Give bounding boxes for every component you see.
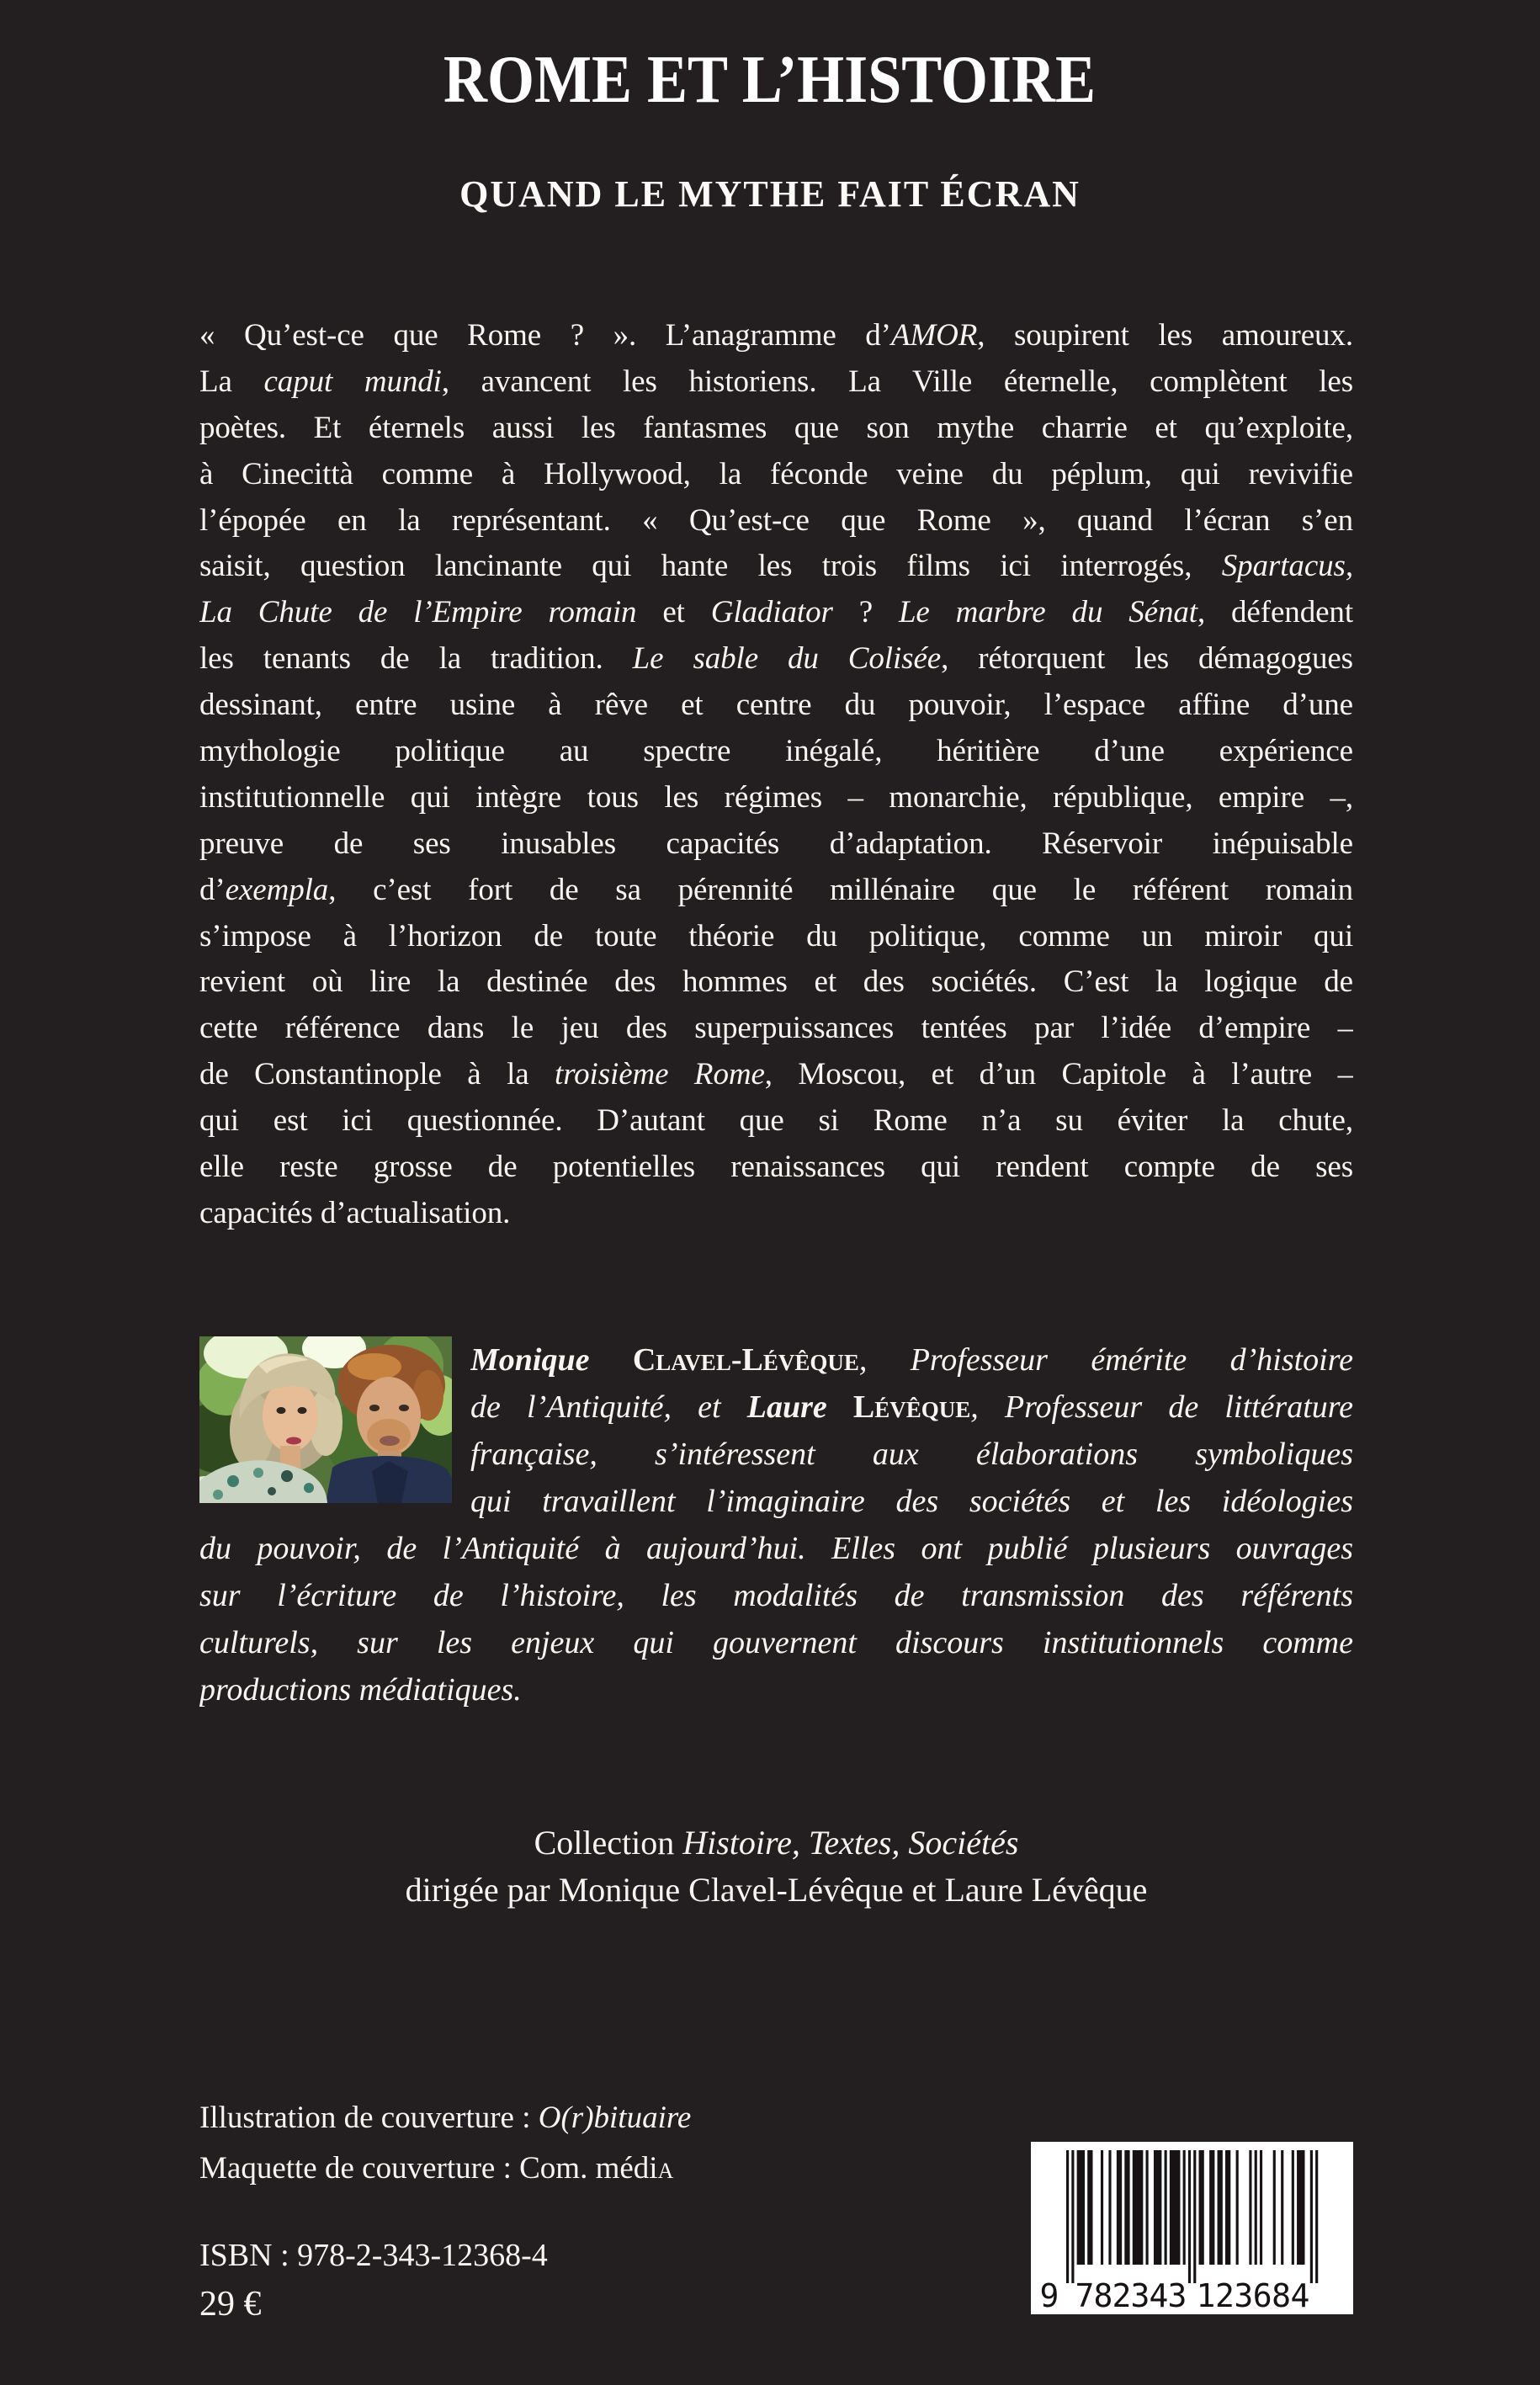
bio-line: Monique Clavel-Lévêque, Professeur émérite d’histoire	[470, 1342, 1353, 1378]
svg-text:2: 2	[1214, 2277, 1235, 2314]
blurb-line: à Cinecittà comme à Hollywood, la féconde veine du péplum, qui revivifie	[199, 456, 1353, 491]
cover-credits	[199, 2093, 1041, 2194]
svg-text:6: 6	[1252, 2277, 1272, 2314]
ean13-barcode	[1031, 2142, 1353, 2314]
blurb-line: l’épopée en la représentant. « Qu’est-ce que Rome », quand l’écran s’en	[199, 502, 1353, 538]
bio-line: du pouvoir, de l’Antiquité à aujourd’hui. Elles ont publié plusieurs ouvrages	[199, 1531, 1353, 1566]
blurb-line: La caput mundi, avancent les historiens. La Ville éternelle, complètent les	[199, 364, 1353, 399]
authors-bio	[199, 1336, 1353, 1713]
blurb-line: de Constantinople à la troisième Rome, Moscou, et d’un Capitole à l’autre –	[199, 1057, 1353, 1092]
blurb-line: s’impose à l’horizon de toute théorie du politique, comme un miroir qui	[199, 918, 1353, 953]
collection-name: Collection Histoire, Textes, Sociétés	[534, 1824, 1019, 1862]
svg-text:9: 9	[1039, 2277, 1059, 2314]
bio-line: culturels, sur les enjeux qui gouvernent discours institutionnels comme	[199, 1625, 1353, 1660]
bio-line: française, s’intéressent aux élaborations symboliques	[470, 1437, 1353, 1472]
blurb-line: poètes. Et éternels aussi les fantasmes que son mythe charrie et qu’exploite,	[199, 410, 1353, 445]
svg-text:4: 4	[1290, 2277, 1310, 2314]
svg-text:3: 3	[1167, 2277, 1187, 2314]
blurb-line: institutionnelle qui intègre tous les régimes – monarchie, république, empire –,	[199, 779, 1353, 815]
svg-text:3: 3	[1130, 2277, 1150, 2314]
blurb-line: preuve de ses inusables capacités d’adaptation. Réservoir inépuisable	[199, 826, 1353, 861]
blurb-line: cette référence dans le jeu des superpuissances tentées par l’idée d’empire –	[199, 1011, 1353, 1046]
svg-text:7: 7	[1075, 2277, 1095, 2314]
svg-text:1: 1	[1196, 2277, 1216, 2314]
svg-text:8: 8	[1272, 2277, 1292, 2314]
svg-text:3: 3	[1234, 2277, 1254, 2314]
bio-line: productions médiatiques.	[199, 1672, 522, 1708]
blurb-line: d’exempla, c’est fort de sa pérennité millénaire que le référent romain	[199, 872, 1353, 907]
blurb-line: les tenants de la tradition. Le sable du Colisée, rétorquent les démagogues	[199, 641, 1353, 677]
isbn-text: ISBN : 978-2-343-12368-4	[199, 2238, 548, 2273]
blurb-line: dessinant, entre usine à rêve et centre du pouvoir, l’espace affine d’une	[199, 688, 1353, 723]
illustration-credit: Illustration de couverture : O(r)bituaire	[199, 2101, 692, 2135]
blurb-line: « Qu’est-ce que Rome ? ». L’anagramme d’AMOR, soupirent les amoureux.	[199, 318, 1353, 353]
book-title-text: ROME ET L’HISTOIRE	[443, 43, 1097, 117]
collection-directors: dirigée par Monique Clavel-Lévêque et Laure Lévêque	[405, 1871, 1148, 1909]
bio-line: qui travaillent l’imaginaire des sociétés et les idéologies	[470, 1484, 1353, 1519]
blurb-line: La Chute de l’Empire romain et Gladiator ? Le marbre du Sénat, défendent	[199, 595, 1353, 630]
book-title	[0, 43, 1540, 117]
svg-text:8: 8	[1093, 2277, 1113, 2314]
svg-text:4: 4	[1149, 2277, 1169, 2314]
blurb-line: elle reste grosse de potentielles renaissances qui rendent compte de ses	[199, 1150, 1353, 1185]
blurb-line: mythologie politique au spectre inégalé, héritière d’une expérience	[199, 734, 1353, 769]
blurb-line: revient où lire la destinée des hommes et des sociétés. C’est la logique de	[199, 964, 1353, 1000]
blurb-line: qui est ici questionnée. D’autant que si Rome n’a su éviter la chute,	[199, 1103, 1353, 1139]
collection-block	[199, 1819, 1353, 1914]
blurb-line: capacités d’actualisation.	[199, 1195, 511, 1230]
barcode	[1031, 2142, 1353, 2314]
layout-credit: Maquette de couverture : Com. média	[199, 2151, 674, 2186]
book-subtitle: QUAND LE MYTHE FAIT ÉCRAN	[459, 173, 1081, 215]
authors-photo	[199, 1336, 452, 1503]
svg-text:2: 2	[1112, 2277, 1132, 2314]
bio-line: de l’Antiquité, et Laure Lévêque, Professeur de littérature	[470, 1389, 1353, 1425]
blurb-paragraph	[199, 313, 1353, 1237]
blurb-line: saisit, question lancinante qui hante les trois films ici interrogés, Spartacus,	[199, 549, 1353, 584]
price-text: 29 €	[199, 2285, 262, 2324]
bio-line: sur l’écriture de l’histoire, les modalités de transmission des référents	[199, 1578, 1353, 1613]
